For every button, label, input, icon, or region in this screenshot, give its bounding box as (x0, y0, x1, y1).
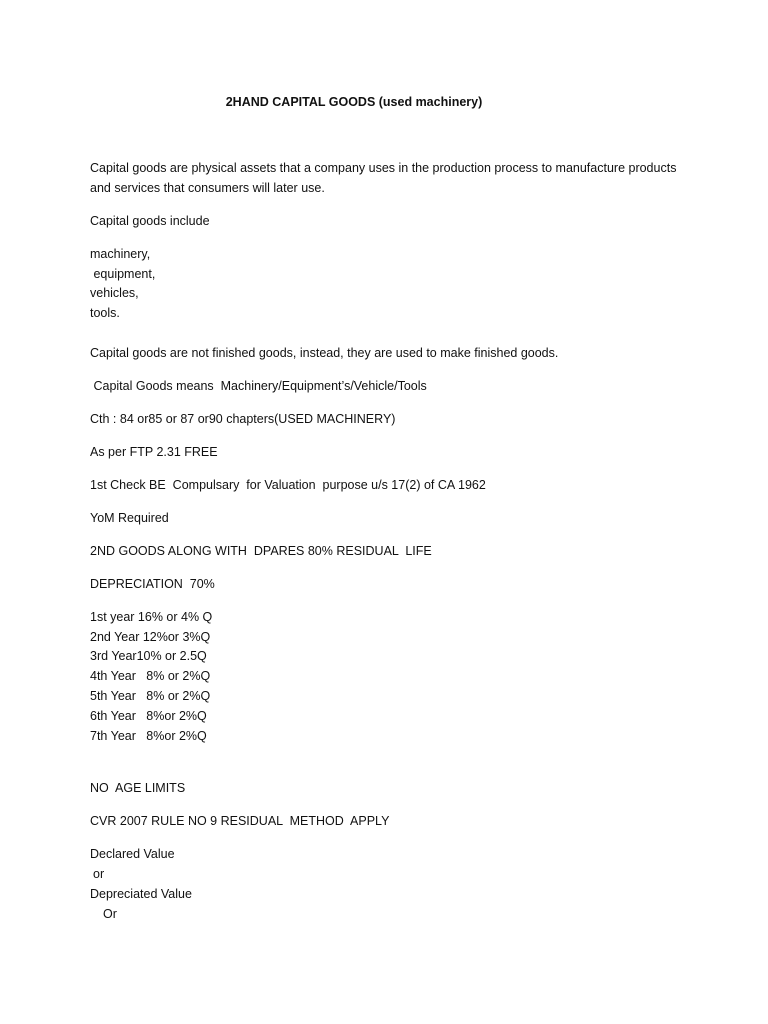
list-item: 1st year 16% or 4% Q (90, 609, 213, 624)
list-item: vehicles, (90, 286, 139, 301)
yom-paragraph: YoM Required (90, 510, 169, 525)
list-item: equipment, (90, 266, 156, 281)
list-item: 2nd Year 12%or 3%Q (90, 629, 211, 644)
means-paragraph: Capital Goods means Machinery/Equipment’s/Vehicle/Tools (90, 378, 427, 393)
value-options-list (90, 845, 690, 924)
chapters-paragraph: Cth : 84 or85 or 87 or90 chapters(USED MACHINERY) (90, 411, 396, 426)
include-heading: Capital goods include (90, 213, 210, 228)
list-item: machinery, (90, 246, 151, 261)
intro-paragraph: Capital goods are physical assets that a company uses in the production process to manufacture products and services that consumers will later use. (90, 161, 677, 195)
list-item: 6th Year 8%or 2%Q (90, 708, 207, 723)
document-body (90, 159, 690, 925)
list-item: 4th Year 8% or 2%Q (90, 669, 211, 684)
depreciation-paragraph: DEPRECIATION 70% (90, 576, 215, 591)
list-item: 7th Year 8%or 2%Q (90, 728, 207, 743)
list-item: Or (103, 906, 117, 921)
age-limits-paragraph: NO AGE LIMITS (90, 781, 186, 796)
cvr-rule-paragraph: CVR 2007 RULE NO 9 RESIDUAL METHOD APPLY (90, 814, 390, 829)
include-list (90, 245, 690, 324)
list-item: Depreciated Value (90, 886, 192, 901)
check-be-paragraph: 1st Check BE Compulsary for Valuation purpose u/s 17(2) of CA 1962 (90, 477, 486, 492)
list-item: tools. (90, 306, 120, 321)
document-title: 2HAND CAPITAL GOODS (used machinery) (225, 95, 483, 109)
depreciation-years-list (90, 608, 690, 747)
ftp-paragraph: As per FTP 2.31 FREE (90, 444, 218, 459)
list-item: Declared Value (90, 847, 175, 862)
list-item: 3rd Year10% or 2.5Q (90, 649, 207, 664)
list-item: or (93, 867, 105, 882)
spares-paragraph: 2ND GOODS ALONG WITH DPARES 80% RESIDUAL LIFE (90, 543, 432, 558)
list-item: 5th Year 8% or 2%Q (90, 689, 211, 704)
not-finished-paragraph: Capital goods are not finished goods, instead, they are used to make finished goods. (90, 345, 559, 360)
